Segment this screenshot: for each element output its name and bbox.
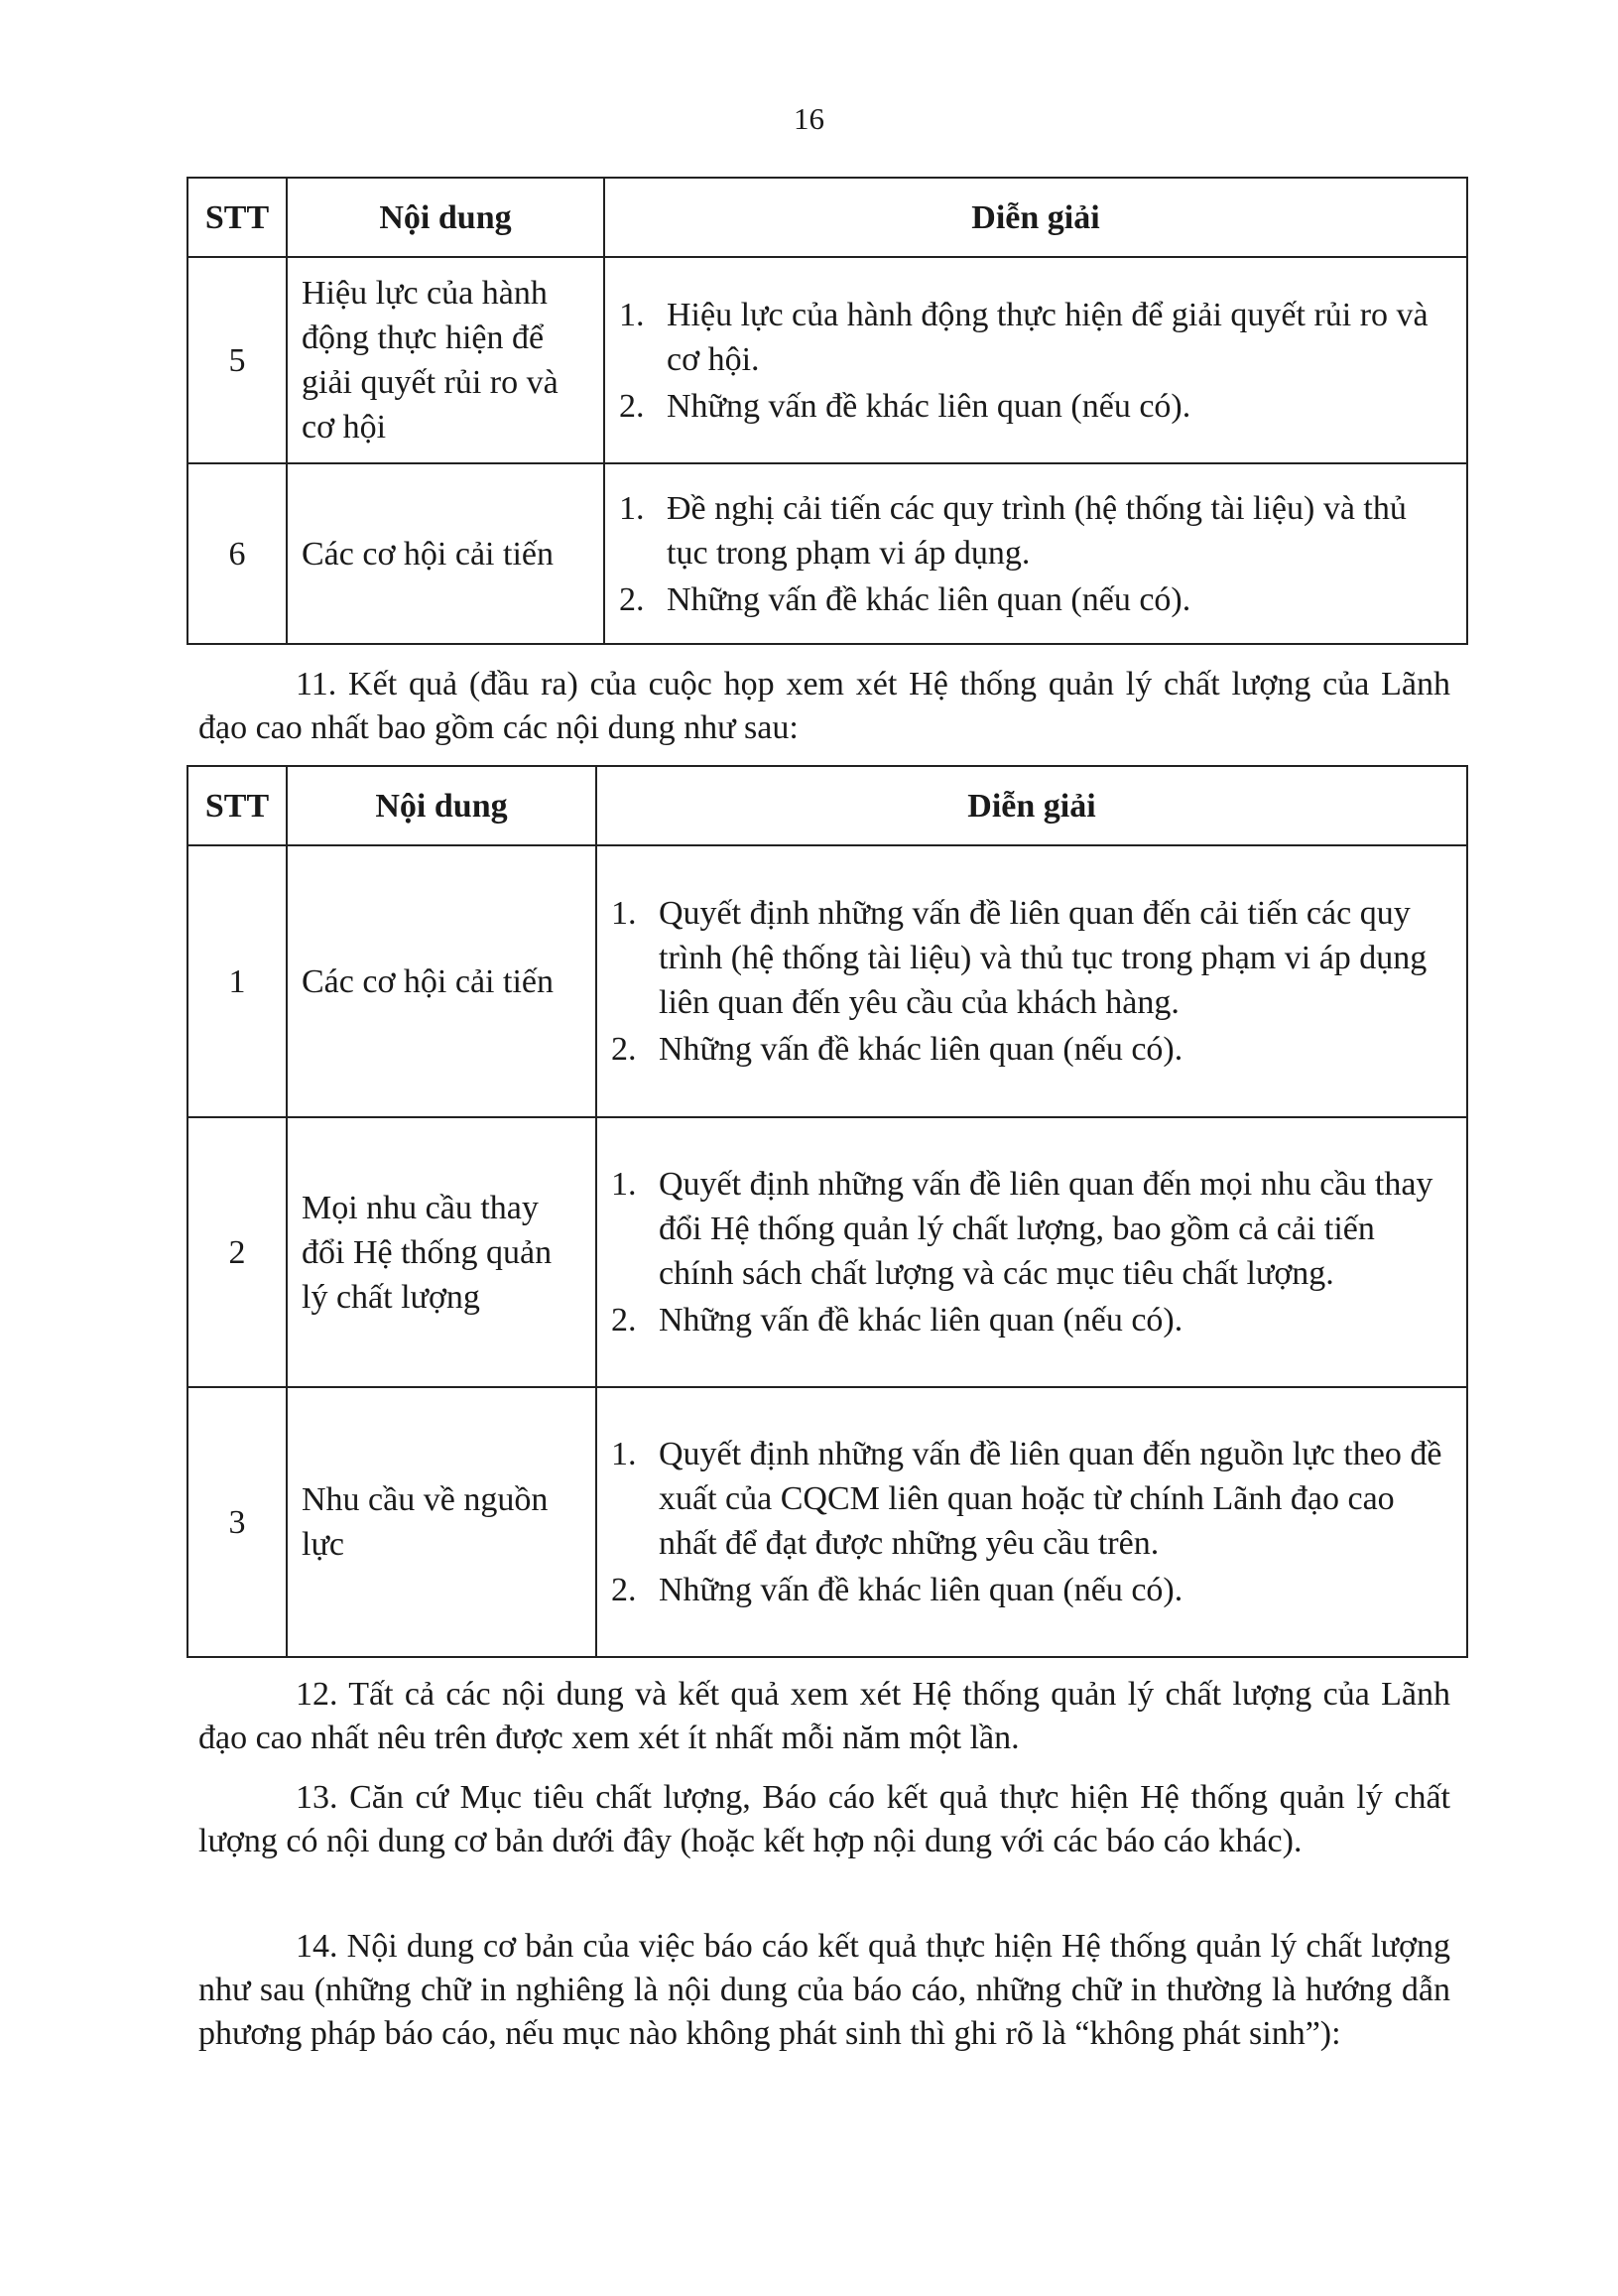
list-item bbox=[611, 1298, 1446, 1342]
list-item bbox=[611, 1162, 1446, 1296]
list-number: 2. bbox=[619, 387, 645, 425]
list-number: 1. bbox=[611, 1436, 637, 1472]
row-content: Mọi nhu cầu thay đổi Hệ thống quản lý chất lượng bbox=[287, 1117, 596, 1387]
paragraph-12: 12. Tất cả các nội dung và kết quả xem xét Hệ thống quản lý chất lượng của Lãnh đạo cao nhất nêu trên được xem xét ít nhất mỗi năm một lần. bbox=[198, 1676, 1450, 1756]
row-content: Các cơ hội cải tiến bbox=[287, 845, 596, 1117]
list-text: Những vấn đề khác liên quan (nếu có). bbox=[659, 1302, 1183, 1339]
row-explanation bbox=[596, 845, 1467, 1117]
list-text: Quyết định những vấn đề liên quan đến cải tiến các quy trình (hệ thống tài liệu) và thủ tục trong phạm vi áp dụng liên quan đến yêu cầu của khách hàng. bbox=[659, 895, 1428, 1021]
table-row bbox=[187, 257, 1467, 463]
row-explanation bbox=[604, 257, 1467, 463]
list-text: Những vấn đề khác liên quan (nếu có). bbox=[667, 580, 1191, 618]
row-explanation bbox=[596, 1117, 1467, 1387]
list-text: Quyết định những vấn đề liên quan đến nguồn lực theo đề xuất của CQCM liên quan hoặc từ chính Lãnh đạo cao nhất để đạt được những yêu cầu trên. bbox=[659, 1436, 1442, 1562]
table-row bbox=[187, 1117, 1467, 1387]
list-text: Những vấn đề khác liên quan (nếu có). bbox=[659, 1031, 1183, 1068]
row-content: Nhu cầu về nguồn lực bbox=[287, 1387, 596, 1657]
list-text: Đề nghị cải tiến các quy trình (hệ thống tài liệu) và thủ tục trong phạm vi áp dụng. bbox=[667, 489, 1407, 572]
list-text: Quyết định những vấn đề liên quan đến mọi nhu cầu thay đổi Hệ thống quản lý chất lượng, bao gồm cả cải tiến chính sách chất lượng và các mục tiêu chất lượng. bbox=[659, 1166, 1433, 1292]
header-content: Nội dung bbox=[287, 766, 596, 845]
header-stt: STT bbox=[187, 766, 287, 845]
list-item bbox=[611, 1027, 1446, 1072]
list-text: Những vấn đề khác liên quan (nếu có). bbox=[667, 387, 1191, 425]
list-text: Những vấn đề khác liên quan (nếu có). bbox=[659, 1572, 1183, 1608]
row-explanation bbox=[596, 1387, 1467, 1657]
table-header-row bbox=[187, 178, 1467, 257]
list-number: 1. bbox=[611, 1166, 637, 1203]
table-header-row bbox=[187, 766, 1467, 845]
review-input-table bbox=[187, 177, 1468, 645]
list-item bbox=[619, 486, 1446, 575]
paragraph-13: 13. Căn cứ Mục tiêu chất lượng, Báo cáo kết quả thực hiện Hệ thống quản lý chất lượng có nội dung cơ bản dưới đây (hoặc kết hợp nội dung với các báo cáo khác). bbox=[198, 1779, 1450, 1859]
list-item bbox=[611, 1568, 1446, 1612]
list-item bbox=[619, 293, 1446, 382]
list-item bbox=[611, 891, 1446, 1025]
list-item bbox=[619, 384, 1446, 429]
review-output-table bbox=[187, 765, 1468, 1658]
table-row bbox=[187, 845, 1467, 1117]
row-stt: 1 bbox=[187, 845, 287, 1117]
table-row bbox=[187, 463, 1467, 644]
list-number: 1. bbox=[611, 895, 637, 932]
paragraph-11: 11. Kết quả (đầu ra) của cuộc họp xem xét Hệ thống quản lý chất lượng của Lãnh đạo cao nhất bao gồm các nội dung như sau: bbox=[198, 666, 1450, 746]
row-stt: 2 bbox=[187, 1117, 287, 1387]
header-explanation: Diễn giải bbox=[604, 178, 1467, 257]
page-number: 16 bbox=[794, 101, 824, 136]
row-explanation bbox=[604, 463, 1467, 644]
list-item bbox=[611, 1432, 1446, 1566]
list-number: 2. bbox=[619, 580, 645, 618]
header-content: Nội dung bbox=[287, 178, 604, 257]
header-explanation: Diễn giải bbox=[596, 766, 1467, 845]
row-stt: 6 bbox=[187, 463, 287, 644]
list-number: 2. bbox=[611, 1572, 637, 1608]
row-content: Các cơ hội cải tiến bbox=[287, 463, 604, 644]
list-number: 1. bbox=[619, 489, 645, 527]
list-number: 2. bbox=[611, 1302, 637, 1339]
list-number: 2. bbox=[611, 1031, 637, 1068]
row-stt: 5 bbox=[187, 257, 287, 463]
table-row bbox=[187, 1387, 1467, 1657]
header-stt: STT bbox=[187, 178, 287, 257]
row-stt: 3 bbox=[187, 1387, 287, 1657]
list-text: Hiệu lực của hành động thực hiện để giải quyết rủi ro và cơ hội. bbox=[667, 296, 1429, 378]
list-item bbox=[619, 577, 1446, 622]
paragraph-14: 14. Nội dung cơ bản của việc báo cáo kết quả thực hiện Hệ thống quản lý chất lượng như sau (những chữ in nghiêng là nội dung của báo cáo, những chữ in thường là hướng dẫn phương pháp báo cáo, nếu mục nào không phát sinh thì ghi rõ là “không phát sinh”): bbox=[198, 1928, 1450, 2052]
row-content: Hiệu lực của hành động thực hiện để giải quyết rủi ro và cơ hội bbox=[287, 257, 604, 463]
list-number: 1. bbox=[619, 296, 645, 333]
